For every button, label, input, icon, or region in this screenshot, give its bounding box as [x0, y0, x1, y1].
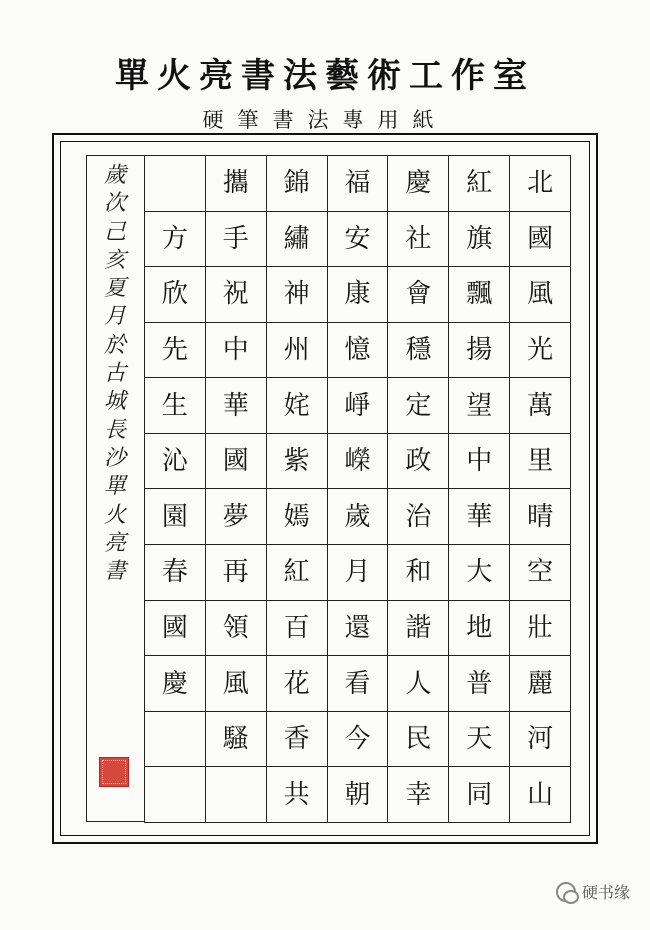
colophon-char: 火: [103, 502, 126, 528]
grid-cell: 花: [267, 656, 328, 712]
grid-cell: 地: [449, 601, 510, 657]
grid-cell: 嶸: [328, 434, 389, 490]
grid-cell: 壯: [510, 601, 571, 657]
grid-cell: 春: [145, 545, 206, 601]
grid-cell: 生: [145, 378, 206, 434]
colophon-char: 長: [103, 417, 126, 443]
grid-cell: 慶: [388, 156, 449, 212]
grid-cell: 香: [267, 712, 328, 768]
grid-cell: 和: [388, 545, 449, 601]
calligraphy-grid: [144, 155, 571, 823]
grid-cell: 社: [388, 212, 449, 268]
grid-cell: 國: [510, 212, 571, 268]
colophon-char: 單: [103, 474, 126, 500]
grid-cell: 看: [328, 656, 389, 712]
grid-cell: 望: [449, 378, 510, 434]
grid-cell: 福: [328, 156, 389, 212]
studio-title: 單火亮書法藝術工作室: [115, 56, 535, 96]
grid-cell: 普: [449, 656, 510, 712]
grid-cell: [145, 767, 206, 823]
grid-cell: 治: [388, 489, 449, 545]
grid-cell: 歲: [328, 489, 389, 545]
grid-cell: 人: [388, 656, 449, 712]
grid-cell: 手: [206, 212, 267, 268]
grid-cell: 州: [267, 323, 328, 379]
grid-cell: 政: [388, 434, 449, 490]
grid-cell: 錦: [267, 156, 328, 212]
grid-cell: 幸: [388, 767, 449, 823]
grid-cell: 國: [145, 601, 206, 657]
grid-cell: 百: [267, 601, 328, 657]
wechat-icon: [556, 882, 576, 902]
paper-subtitle: 硬筆書法專用紙: [202, 108, 448, 132]
grid-cell: 騷: [206, 712, 267, 768]
grid-cell: 穩: [388, 323, 449, 379]
grid-cell: 萬: [510, 378, 571, 434]
grid-cell: 領: [206, 601, 267, 657]
grid-cell: [145, 156, 206, 212]
colophon-inscription: [93, 165, 137, 589]
grid-cell: 會: [388, 267, 449, 323]
colophon-char: 己: [103, 219, 126, 245]
grid-cell: 晴: [510, 489, 571, 545]
grid-cell: 中: [206, 323, 267, 379]
grid-cell: 定: [388, 378, 449, 434]
grid-cell: [145, 712, 206, 768]
colophon-char: 亥: [103, 247, 126, 273]
grid-cell: 今: [328, 712, 389, 768]
grid-cell: 還: [328, 601, 389, 657]
grid-cell: 沁: [145, 434, 206, 490]
grid-cell: 飄: [449, 267, 510, 323]
colophon-char: 夏: [103, 276, 126, 302]
grid-cell: 揚: [449, 323, 510, 379]
grid-cell: 再: [206, 545, 267, 601]
grid-cell: 諧: [388, 601, 449, 657]
red-seal-stamp: [99, 757, 129, 787]
grid-cell: 山: [510, 767, 571, 823]
colophon-char: 書: [103, 559, 126, 585]
grid-cell: 同: [449, 767, 510, 823]
grid-cell: 朝: [328, 767, 389, 823]
grid-cell: 旗: [449, 212, 510, 268]
grid-cell: 欣: [145, 267, 206, 323]
grid-cell: 崢: [328, 378, 389, 434]
grid-cell: 月: [328, 545, 389, 601]
grid-cell: 嫣: [267, 489, 328, 545]
grid-cell: 華: [449, 489, 510, 545]
watermark-text: 硬书缘: [581, 883, 630, 902]
grid-cell: 紅: [449, 156, 510, 212]
grid-cell: 中: [449, 434, 510, 490]
grid-cell: 方: [145, 212, 206, 268]
grid-cell: 麗: [510, 656, 571, 712]
grid-cell: 北: [510, 156, 571, 212]
seal-inner-border: [102, 760, 126, 784]
grid-cell: 神: [267, 267, 328, 323]
colophon-char: 於: [103, 332, 126, 358]
grid-cell: 先: [145, 323, 206, 379]
grid-cell: 風: [510, 267, 571, 323]
watermark: [556, 880, 630, 903]
colophon-char: 古: [103, 361, 126, 387]
grid-cell: 光: [510, 323, 571, 379]
grid-cell: 紫: [267, 434, 328, 490]
grid-cell: 夢: [206, 489, 267, 545]
grid-cell: 河: [510, 712, 571, 768]
grid-cell: 天: [449, 712, 510, 768]
colophon-char: 城: [103, 389, 126, 415]
colophon-char: 亮: [103, 530, 126, 556]
grid-cell: 里: [510, 434, 571, 490]
grid-cell: [206, 767, 267, 823]
grid-cell: 祝: [206, 267, 267, 323]
colophon-char: 月: [103, 304, 126, 330]
grid-cell: 攜: [206, 156, 267, 212]
grid-cell: 空: [510, 545, 571, 601]
grid-cell: 康: [328, 267, 389, 323]
grid-cell: 民: [388, 712, 449, 768]
grid-cell: 園: [145, 489, 206, 545]
grid-cell: 憶: [328, 323, 389, 379]
colophon-char: 次: [103, 191, 126, 217]
grid-cell: 華: [206, 378, 267, 434]
grid-cell: 姹: [267, 378, 328, 434]
grid-cell: 大: [449, 545, 510, 601]
grid-cell: 繡: [267, 212, 328, 268]
colophon-char: 歲: [103, 163, 126, 188]
colophon-char: 沙: [103, 445, 126, 471]
grid-cell: 安: [328, 212, 389, 268]
grid-cell: 國: [206, 434, 267, 490]
grid-cell: 風: [206, 656, 267, 712]
grid-cell: 紅: [267, 545, 328, 601]
grid-cell: 慶: [145, 656, 206, 712]
grid-cell: 共: [267, 767, 328, 823]
